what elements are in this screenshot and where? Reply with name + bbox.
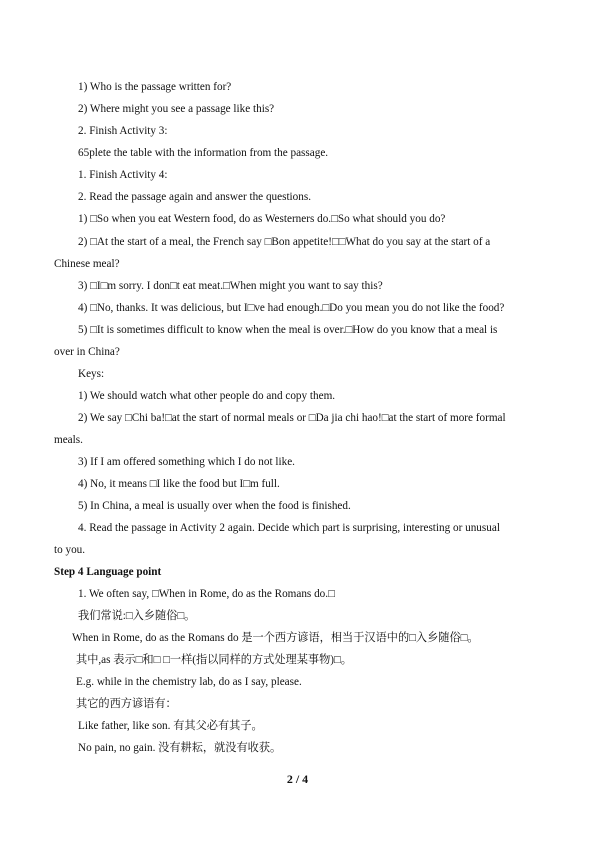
page-number: 2 / 4	[286, 772, 309, 786]
question-line-continued: Chinese meal?	[54, 258, 120, 270]
text-line: 2. Read the passage again and answer the questions.	[78, 191, 312, 203]
chinese-text-line: 其它的西方谚语有：	[76, 698, 177, 710]
text-line: 4. Read the passage in Activity 2 again. Decide which part is surprising, interesting or unusual	[78, 522, 500, 534]
text-line: 65plete the table with the information from the passage.	[78, 147, 329, 159]
chinese-text-line: 其中,as 表示□和□ □一样(指以同样的方式处理某事物)□。	[76, 654, 352, 666]
proverb-line: No pain, no gain. 没有耕耘，就没有收获。	[78, 742, 282, 754]
activity-heading: 2. Finish Activity 3:	[78, 125, 168, 137]
question-line-continued: over in China?	[54, 346, 120, 358]
question-line: 4) □No, thanks. It was delicious, but I□ve had enough.□Do you mean you do not like the food?	[78, 302, 505, 314]
keys-heading: Keys:	[78, 368, 105, 380]
answer-line-continued: meals.	[54, 434, 83, 446]
question-line: 1) □So when you eat Western food, do as Westerners do.□So what should you do?	[78, 213, 446, 225]
text-line: 1. We often say, □When in Rome, do as the Romans do.□	[78, 588, 335, 600]
answer-line: 5) In China, a meal is usually over when the food is finished.	[78, 500, 351, 512]
question-line: 2) Where might you see a passage like this?	[78, 103, 275, 115]
answer-line: 4) No, it means □I like the food but I□m full.	[78, 478, 280, 490]
chinese-text-line: When in Rome, do as the Romans do 是一个西方谚语，相当于汉语中的□入乡随俗□。	[72, 632, 479, 644]
section-heading: Step 4 Language point	[54, 566, 162, 578]
question-line: 5) □It is sometimes difficult to know when the meal is over.□How do you know that a meal is	[78, 324, 498, 336]
example-line: E.g. while in the chemistry lab, do as I say, please.	[76, 676, 302, 688]
answer-line: 1) We should watch what other people do and copy them.	[78, 390, 336, 402]
answer-line: 2) We say □Chi ba!□at the start of normal meals or □Da jia chi hao!□at the start of more formal	[78, 412, 506, 424]
text-line-continued: to you.	[54, 544, 86, 556]
answer-line: 3) If I am offered something which I do not like.	[78, 456, 295, 468]
chinese-text-line: 我们常说:□入乡随俗□。	[78, 610, 196, 622]
question-line: 3) □I□m sorry. I don□t eat meat.□When might you want to say this?	[78, 280, 383, 292]
question-line: 1) Who is the passage written for?	[78, 81, 232, 93]
question-line: 2) □At the start of a meal, the French say □Bon appetite!□□What do you say at the start of a	[78, 236, 491, 248]
activity-heading: 1. Finish Activity 4:	[78, 169, 168, 181]
proverb-line: Like father, like son. 有其父必有其子。	[78, 720, 263, 732]
